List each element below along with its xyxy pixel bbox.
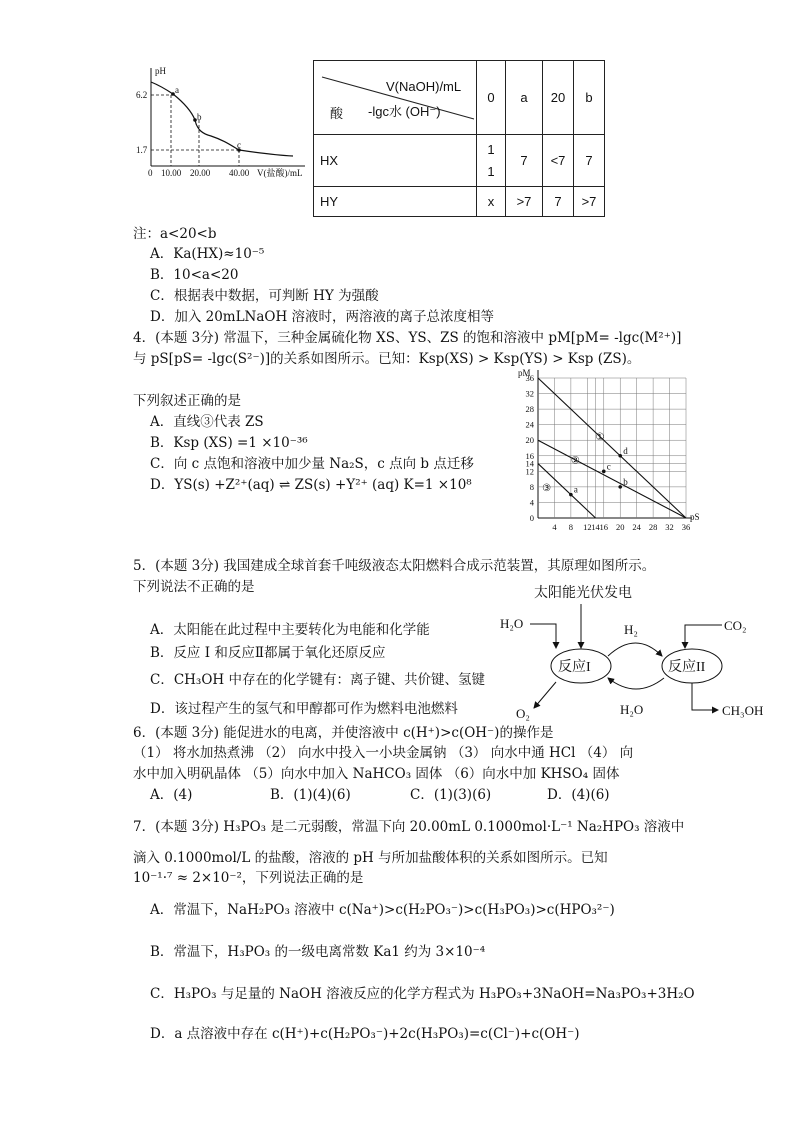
q6-items: （1） 将水加热煮沸 （2） 向水中投入一小块金属钠 （3） 向水中通 HCl （4） 向 <box>133 745 634 761</box>
table-cell: 7 <box>506 135 543 187</box>
y-tick-label: 12 <box>525 466 534 477</box>
point-label: a <box>175 85 179 95</box>
x-tick-label: 8 <box>568 522 574 532</box>
y-tick-label: 36 <box>525 373 534 383</box>
titration-graph <box>133 60 313 178</box>
process-diagram <box>496 580 786 720</box>
x-tick-label: 12 <box>583 522 592 532</box>
h2o-back: H₂O <box>620 702 644 717</box>
x-tick-label: 4 <box>552 522 557 532</box>
q7-option-b[interactable]: B．常温下，H₃PO₃ 的一级电离常数 Ka1 约为 3×10⁻⁴ <box>150 944 486 960</box>
q6-stem: 6．(本题 3分) 能促进水的电离，并使溶液中 c(H⁺)>c(OH⁻)的操作是 <box>133 725 554 741</box>
data-point <box>602 470 606 474</box>
ch3oh: CH₃OH <box>722 703 764 718</box>
table-row <box>314 135 605 187</box>
point-label: d <box>623 445 628 456</box>
table-cell: >7 <box>574 187 605 217</box>
point-label: c <box>606 461 611 472</box>
y-tick-label: 24 <box>525 419 534 430</box>
point-label: c <box>237 140 241 150</box>
q7-stem: 10⁻¹·⁷ ≈ 2×10⁻²，下列说法正确的是 <box>133 870 364 886</box>
table-cell: x <box>477 187 506 217</box>
y-tick: 6.2 <box>136 90 148 100</box>
table-cell: 11 <box>477 135 506 187</box>
header-left: 酸 <box>330 106 344 121</box>
q4-option-a[interactable]: A．直线③代表 ZS <box>150 414 264 430</box>
header-top: V(NaOH)/mL <box>386 79 462 94</box>
x-tick-label: 16 <box>599 522 609 532</box>
q5-stem: 下列说法不正确的是 <box>133 579 255 595</box>
q4-stem: 与 pS[pS= -lgc(S²⁻)]的关系如图所示。已知：Ksp(XS) > Ksp(YS) > Ksp (ZS)。 <box>133 351 641 367</box>
col-header: 0 <box>477 61 506 135</box>
x-tick: 20.00 <box>190 168 211 178</box>
q6-items: 水中加入明矾晶体 （5）向水中加入 NaHCO₃ 固体 （6）向水中加 KHSO₄ 固体 <box>133 766 620 782</box>
h2: H₂ <box>624 622 638 637</box>
x-tick-label: 36 <box>681 522 691 532</box>
y-axis-label: pH <box>155 66 166 76</box>
q4-option-d[interactable]: D．YS(s) +Z²⁺(aq) ⇌ ZS(s) +Y²⁺ (aq) K=1 ×10⁸ <box>150 477 472 493</box>
q3-option-b[interactable]: B．10<a<20 <box>150 267 239 283</box>
reaction-2-label: 反应II <box>668 660 706 675</box>
q6-option-c[interactable]: C．(1)(3)(6) <box>410 787 492 803</box>
col-header: a <box>506 61 543 135</box>
x-tick-label: 20 <box>615 522 625 532</box>
q7-option-a[interactable]: A．常温下，NaH₂PO₃ 溶液中 c(Na⁺)>c(H₂PO₃⁻)>c(H₃PO₃)>c(HPO₃²⁻) <box>150 902 615 918</box>
series-line <box>538 440 686 518</box>
series-label: ① <box>595 432 605 444</box>
co2: CO₂ <box>724 618 747 633</box>
y-tick-label: 14 <box>525 458 534 469</box>
data-table <box>313 60 605 217</box>
reaction-1-label: 反应I <box>558 660 591 675</box>
point-label: b <box>623 476 628 487</box>
row-name: HY <box>314 187 477 217</box>
q7-option-c[interactable]: C．H₃PO₃ 与足量的 NaOH 溶液反应的化学方程式为 H₃PO₃+3NaOH=Na₃PO₃+3H₂O <box>150 986 695 1002</box>
q3-option-a[interactable]: A．Ka(HX)≈10⁻⁵ <box>150 246 265 262</box>
x-tick: 10.00 <box>161 168 182 178</box>
series-label: ③ <box>542 482 552 494</box>
q7-stem: 7．(本题 3分) H₃PO₃ 是二元弱酸，常温下向 20.00mL 0.1000mol·L⁻¹ Na₂HPO₃ 溶液中 <box>133 819 685 835</box>
solar-title: 太阳能光伏发电 <box>534 586 632 601</box>
h2o-in: H₂O <box>500 616 524 631</box>
q4-option-c[interactable]: C．向 c 点饱和溶液中加少量 Na₂S，c 点向 b 点迁移 <box>150 456 474 472</box>
q3-option-d[interactable]: D．加入 20mLNaOH 溶液时，两溶液的离子总浓度相等 <box>150 309 495 325</box>
series-label: ② <box>570 455 580 467</box>
table-cell: >7 <box>506 187 543 217</box>
x-tick-label: 32 <box>665 522 674 532</box>
table-cell: 7 <box>574 135 605 187</box>
q4-stem: 4．(本题 3分) 常温下，三种金属硫化物 XS、YS、ZS 的饱和溶液中 pM[pM= -lgc(M²⁺)] <box>133 330 682 346</box>
y-tick-label: 20 <box>525 435 534 446</box>
q7-stem: 滴入 0.1000mol/L 的盐酸，溶液的 pH 与所加盐酸体积的关系如图所示。已知 <box>133 850 608 866</box>
q7-option-d[interactable]: D．a 点溶液中存在 c(H⁺)+c(H₂PO₃⁻)+2c(H₃PO₃)=c(Cl⁻)+c(OH⁻) <box>150 1026 580 1042</box>
y-tick-label: 28 <box>525 404 534 415</box>
q4-stem: 下列叙述正确的是 <box>133 393 241 409</box>
x-tick-label: 24 <box>632 522 641 532</box>
x-tick: 0 <box>148 168 153 178</box>
q5-option-b[interactable]: B．反应 I 和反应Ⅱ都属于氧化还原反应 <box>150 645 386 661</box>
q4-option-b[interactable]: B．Ksp (XS) =1 ×10⁻³⁶ <box>150 435 308 451</box>
y-tick-label: 16 <box>525 450 534 461</box>
header-bottom: -lgc水 (OH⁻) <box>368 104 441 119</box>
q3-option-c[interactable]: C．根据表中数据，可判断 HY 为强酸 <box>150 288 379 304</box>
data-point <box>569 493 573 497</box>
y-tick-label: 32 <box>525 388 534 399</box>
q5-stem: 5．(本题 3分) 我国建成全球首套千吨级液态太阳燃料合成示范装置，其原理如图所示。 <box>133 558 656 574</box>
q6-option-a[interactable]: A．(4) <box>150 787 193 803</box>
data-point <box>618 454 622 458</box>
q6-option-b[interactable]: B．(1)(4)(6) <box>270 787 351 803</box>
y-tick: 1.7 <box>136 145 148 155</box>
col-header: b <box>574 61 605 135</box>
point-label: b <box>197 112 202 122</box>
table-cell: 7 <box>543 187 574 217</box>
y-tick-label: 0 <box>529 513 534 523</box>
q5-option-a[interactable]: A．太阳能在此过程中主要转化为电能和化学能 <box>150 622 430 638</box>
x-axis-label: V(盐酸)/mL <box>257 168 303 178</box>
data-point <box>618 485 622 489</box>
y-tick-label: 4 <box>529 497 534 508</box>
x-axis-label: pS <box>690 512 700 522</box>
series-line <box>538 378 686 518</box>
y-tick-label: 8 <box>529 481 534 492</box>
row-name: HX <box>314 135 477 187</box>
y-axis-label: pM <box>518 368 531 378</box>
o2: O₂ <box>516 706 530 721</box>
q6-option-d[interactable]: D．(4)(6) <box>547 787 610 803</box>
q3-note: 注：a<20<b <box>133 226 217 242</box>
q5-option-d[interactable]: D．该过程产生的氢气和甲醇都可作为燃料电池燃料 <box>150 701 458 717</box>
x-tick: 40.00 <box>229 168 250 178</box>
table-cell: <7 <box>543 135 574 187</box>
col-header: 20 <box>543 61 574 135</box>
solubility-chart <box>508 366 698 538</box>
table-header-cell <box>314 61 477 135</box>
x-tick-label: 14 <box>591 522 600 532</box>
q5-option-c[interactable]: C．CH₃OH 中存在的化学键有：离子键、共价键、氢键 <box>150 672 485 688</box>
point-label: a <box>573 484 578 495</box>
x-tick-label: 28 <box>648 522 658 532</box>
table-row <box>314 187 605 217</box>
